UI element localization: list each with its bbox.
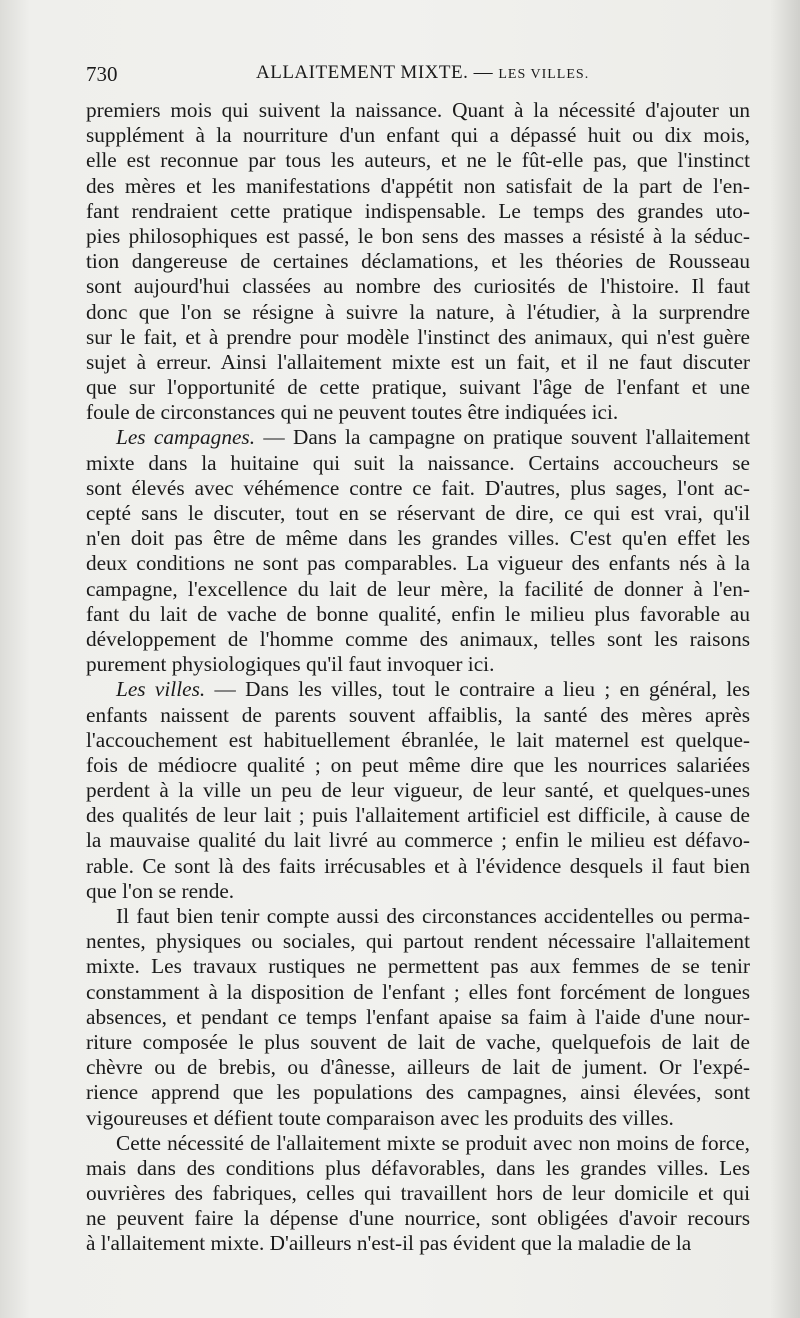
- text-line: [86, 677, 750, 702]
- text-line: [86, 300, 750, 325]
- text-line: [86, 1005, 750, 1030]
- line-text: rable. Ce sont là des faits irrécusables et à l'évidence desquels il faut bien: [86, 853, 750, 878]
- running-title: [256, 62, 589, 84]
- body-text: [86, 98, 750, 1257]
- line-text: premiers mois qui suivent la naissance. Quant à la nécessité d'ajouter un: [86, 98, 750, 122]
- paragraph: [86, 1131, 750, 1257]
- line-text: mixte. Les travaux rustiques ne permettent pas aux femmes de se tenir: [86, 954, 750, 979]
- line-text: absences, et pendant ce temps l'enfant apaise sa faim à l'aide d'une nour-: [86, 1004, 750, 1029]
- line-text: riture composée le plus souvent de lait de vache, quelquefois de lait de: [86, 1029, 750, 1054]
- running-title-main: ALLAITEMENT MIXTE. —: [256, 62, 499, 83]
- text-line: [86, 652, 750, 677]
- line-text: rience apprend que les populations des campagnes, ainsi élevées, sont: [86, 1080, 750, 1105]
- text-line: [86, 1206, 750, 1231]
- line-text: sujet à erreur. Ainsi l'allaitement mixte est un fait, et il ne faut discuter: [86, 349, 750, 374]
- line-text: donc que l'on se résigne à suivre la nature, à l'étudier, à la surprendre: [86, 299, 750, 324]
- line-text: elle est reconnue par tous les auteurs, et ne le fût-elle pas, que l'instinct: [86, 148, 750, 173]
- text-line: [86, 274, 750, 299]
- text-line: [86, 1156, 750, 1181]
- line-text: fant rendraient cette pratique indispensable. Le temps des grandes uto-: [86, 198, 750, 223]
- line-text: fois de médiocre qualité ; on peut même dire que les nourrices salariées: [86, 752, 750, 777]
- text-line: [86, 753, 750, 778]
- line-text: pies philosophiques est passé, le bon sens des masses a résisté à la séduc-: [86, 223, 750, 248]
- text-line: [86, 249, 750, 274]
- line-text: chèvre ou de brebis, ou d'ânesse, ailleurs de lait de jument. Or l'expé-: [86, 1055, 750, 1080]
- text-line: [86, 904, 750, 929]
- line-text: développement de l'homme comme des animaux, telles sont les raisons: [86, 626, 750, 651]
- line-text: supplément à la nourriture d'un enfant qui a dépassé huit ou dix mois,: [86, 123, 750, 148]
- line-text: l'accouchement est habituellement ébranlée, le lait maternel est quelque-: [86, 727, 750, 752]
- text-line: [86, 1080, 750, 1105]
- line-text: cepté sans le discuter, tout en se réservant de dire, ce qui est vrai, qu'il: [86, 501, 750, 525]
- text-line: [86, 1030, 750, 1055]
- line-text: nentes, physiques ou sociales, qui partout rendent nécessaire l'allaitement: [86, 929, 750, 954]
- line-text: ouvrières des fabriques, celles qui travaillent hors de leur domicile et qui: [86, 1181, 750, 1206]
- line-text: n'en doit pas être de même dans les grandes villes. C'est qu'en effet les: [86, 526, 750, 551]
- text-line: [86, 703, 750, 728]
- text-line: [86, 728, 750, 753]
- text-line: [86, 224, 750, 249]
- text-line: [86, 1131, 750, 1156]
- text-line: [86, 451, 750, 476]
- paragraph: [86, 904, 750, 1131]
- text-line: [86, 98, 750, 123]
- paragraph: [86, 677, 750, 904]
- text-line: [86, 854, 750, 879]
- text-line: [86, 325, 750, 350]
- section-lead: Les villes.: [116, 677, 206, 702]
- text-line: [86, 148, 750, 173]
- line-text: campagne, l'excellence du lait de leur mère, la facilité de donner à l'en-: [86, 576, 750, 601]
- line-text: sont élevés avec véhémence contre ce fait. D'autres, plus sages, l'ont ac-: [86, 475, 750, 500]
- text-line: [86, 501, 750, 526]
- text-line: [86, 1231, 750, 1256]
- line-text: tion dangereuse de certaines déclamations, et les théories de Rousseau: [86, 249, 750, 274]
- line-text: — Dans les villes, tout le contraire a lieu ; en général, les: [205, 677, 750, 702]
- text-line: [86, 929, 750, 954]
- line-text: ne peuvent faire la dépense d'une nourrice, sont obligées d'avoir recours: [86, 1206, 750, 1231]
- line-text: fant du lait de vache de bonne qualité, enfin le milieu plus favorable au: [86, 601, 750, 626]
- text-line: [86, 400, 750, 425]
- text-line: [86, 1106, 750, 1131]
- running-title-section: LES VILLES.: [498, 67, 590, 82]
- line-text: purement physiologiques qu'il faut invoquer ici.: [86, 652, 495, 677]
- text-line: [86, 1181, 750, 1206]
- text-line: [86, 828, 750, 853]
- text-line: [86, 627, 750, 652]
- line-text: — Dans la campagne on pratique souvent l'allaitement: [255, 425, 750, 450]
- text-line: [86, 375, 750, 400]
- line-text: que sur l'opportunité de cette pratique, suivant l'âge de l'enfant et une: [86, 375, 750, 400]
- line-text: sur le fait, et à prendre pour modèle l'instinct des animaux, qui n'est guère: [86, 324, 750, 349]
- text-line: [86, 954, 750, 979]
- text-line: [86, 476, 750, 501]
- line-text: la mauvaise qualité du lait livré au commerce ; enfin le milieu est défavo-: [86, 828, 750, 853]
- line-text: perdent à la ville un peu de leur vigueur, de leur santé, et quelques-unes: [86, 778, 750, 803]
- line-text: foule de circonstances qui ne peuvent toutes être indiquées ici.: [86, 400, 619, 425]
- line-text: à l'allaitement mixte. D'ailleurs n'est-il pas évident que la maladie de la: [86, 1231, 692, 1256]
- line-text: vigoureuses et défient toute comparaison avec les produits des villes.: [86, 1105, 674, 1130]
- text-line: [86, 350, 750, 375]
- text-line: [86, 551, 750, 576]
- line-text: que l'on se rende.: [86, 878, 235, 903]
- text-line: [86, 526, 750, 551]
- section-lead: Les campagnes.: [116, 425, 256, 450]
- line-text: deux conditions ne sont pas comparables. La vigueur des enfants nés à la: [86, 551, 750, 576]
- text-line: [86, 803, 750, 828]
- text-line: [86, 425, 750, 450]
- text-line: [86, 174, 750, 199]
- text-line: [86, 980, 750, 1005]
- text-line: [86, 1055, 750, 1080]
- line-text: mais dans des conditions plus défavorables, dans les grandes villes. Les: [86, 1155, 750, 1180]
- paragraph: [86, 98, 750, 425]
- text-line: [86, 577, 750, 602]
- running-header: [86, 62, 750, 90]
- line-text: enfants naissent de parents souvent affaiblis, la santé des mères après: [86, 702, 750, 727]
- line-text: Cette nécessité de l'allaitement mixte se produit avec non moins de force,: [116, 1130, 750, 1155]
- line-text: constamment à la disposition de l'enfant ; elles font forcément de longues: [86, 979, 750, 1004]
- line-text: des qualités de leur lait ; puis l'allaitement artificiel est difficile, à cause de: [86, 803, 750, 828]
- text-line: [86, 602, 750, 627]
- text-line: [86, 778, 750, 803]
- line-text: sont aujourd'hui classées au nombre des curiosités de l'histoire. Il faut: [86, 274, 750, 299]
- text-line: [86, 199, 750, 224]
- paragraph: [86, 425, 750, 677]
- line-text: Il faut bien tenir compte aussi des circonstances accidentelles ou perma-: [116, 904, 750, 928]
- page-number: 730: [86, 62, 118, 86]
- line-text: mixte dans la huitaine qui suit la naissance. Certains accoucheurs se: [86, 450, 750, 475]
- text-line: [86, 879, 750, 904]
- line-text: des mères et les manifestations d'appétit non satisfait de la part de l'en-: [86, 173, 750, 198]
- text-line: [86, 123, 750, 148]
